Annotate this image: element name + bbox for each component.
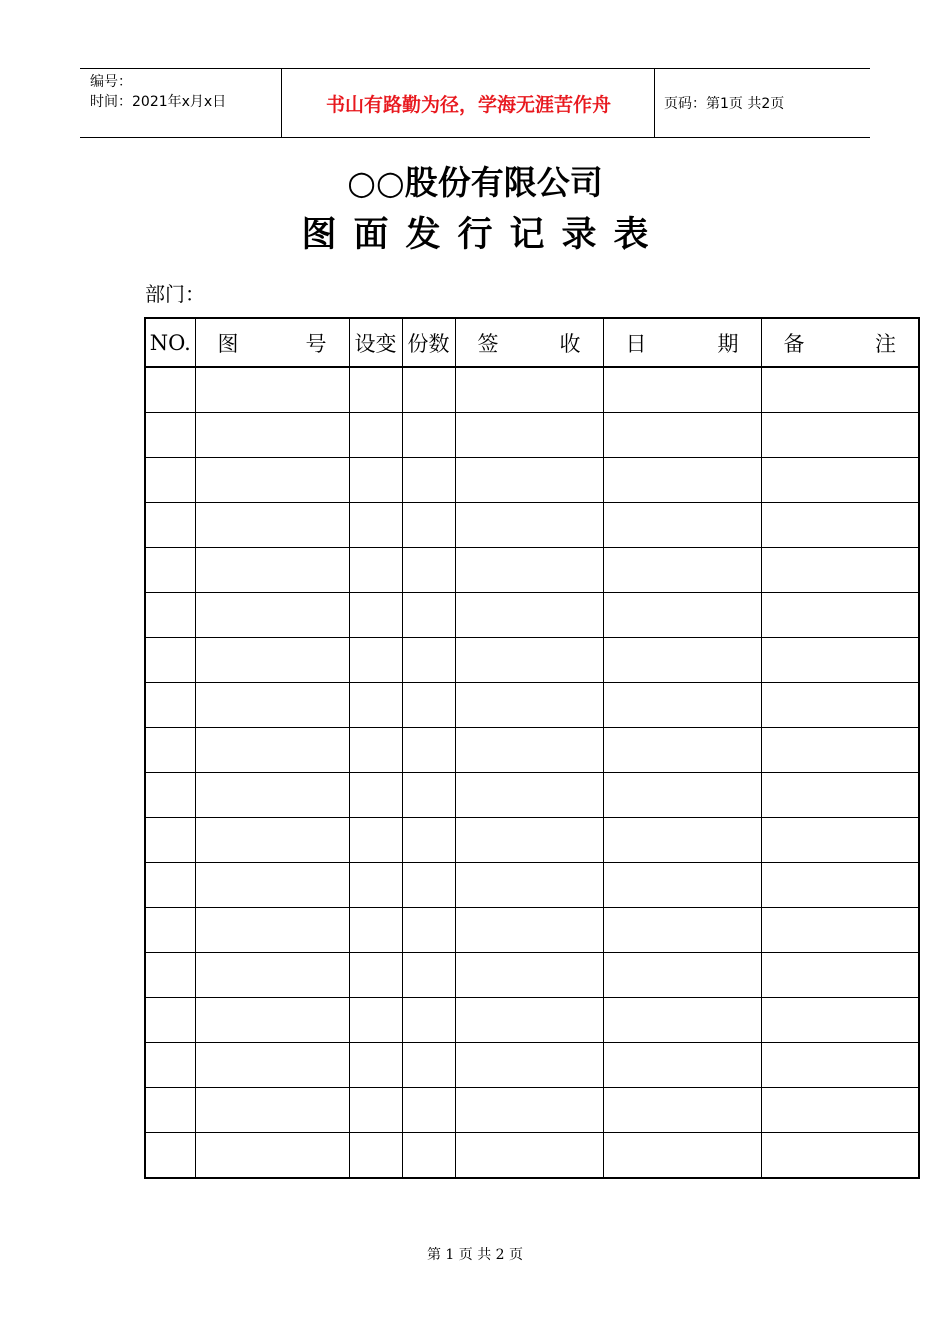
table-cell-revision: [349, 1088, 402, 1133]
table-cell-date: [603, 818, 761, 863]
column-header-text: 期: [717, 331, 739, 356]
table-cell-signature: [455, 818, 603, 863]
column-header-text: 收: [559, 331, 581, 356]
table-cell-signature: [455, 638, 603, 683]
table-cell-signature: [455, 1043, 603, 1088]
header-meta: [90, 72, 226, 112]
table-cell-revision: [349, 593, 402, 638]
table-cell-drawing-no: [195, 773, 349, 818]
table-cell-date: [603, 548, 761, 593]
table-row: [145, 908, 919, 953]
table-cell-revision: [349, 548, 402, 593]
table-cell-date: [603, 413, 761, 458]
header-divider: [654, 69, 655, 137]
column-header-text: 设变: [354, 331, 397, 356]
table-row: [145, 1133, 919, 1179]
table-cell-copies: [402, 773, 455, 818]
column-header-copies: [402, 318, 455, 367]
document-title: 图面发行记录表: [301, 215, 666, 255]
table-header-row: [145, 318, 919, 367]
table-cell-no: [145, 367, 195, 413]
table-body: [145, 367, 919, 1178]
column-header-remarks: [761, 318, 919, 367]
table-cell-remarks: [761, 908, 919, 953]
table-cell-copies: [402, 1088, 455, 1133]
table-cell-revision: [349, 908, 402, 953]
table-cell-signature: [455, 413, 603, 458]
table-cell-signature: [455, 593, 603, 638]
table-cell-no: [145, 593, 195, 638]
table-cell-date: [603, 638, 761, 683]
table-cell-revision: [349, 728, 402, 773]
table-row: [145, 458, 919, 503]
column-header-drawing-no: [195, 318, 349, 367]
table-cell-signature: [455, 1088, 603, 1133]
table-cell-date: [603, 998, 761, 1043]
table-cell-no: [145, 638, 195, 683]
table-cell-signature: [455, 728, 603, 773]
table-cell-drawing-no: [195, 548, 349, 593]
table-cell-revision: [349, 413, 402, 458]
table-cell-date: [603, 683, 761, 728]
column-header-date: [603, 318, 761, 367]
table-cell-copies: [402, 683, 455, 728]
table-row: [145, 367, 919, 413]
table-cell-no: [145, 998, 195, 1043]
table-cell-no: [145, 908, 195, 953]
table-cell-signature: [455, 863, 603, 908]
table-row: [145, 548, 919, 593]
table-cell-drawing-no: [195, 998, 349, 1043]
table-row: [145, 818, 919, 863]
column-header-signature: [455, 318, 603, 367]
table-cell-copies: [402, 863, 455, 908]
table-cell-revision: [349, 458, 402, 503]
table-cell-remarks: [761, 503, 919, 548]
table-cell-remarks: [761, 1043, 919, 1088]
table-cell-revision: [349, 503, 402, 548]
table-cell-date: [603, 458, 761, 503]
column-header-text: 号: [305, 331, 327, 356]
column-header-text: NO.: [149, 330, 191, 355]
table-cell-remarks: [761, 773, 919, 818]
table-row: [145, 1043, 919, 1088]
table-cell-remarks: [761, 638, 919, 683]
table-cell-remarks: [761, 818, 919, 863]
table-cell-remarks: [761, 1133, 919, 1179]
page-footer: 第 1 页 共 2 页: [426, 1247, 524, 1263]
table-cell-drawing-no: [195, 908, 349, 953]
table-cell-date: [603, 1133, 761, 1179]
table-cell-revision: [349, 1043, 402, 1088]
table-cell-no: [145, 1088, 195, 1133]
table-cell-signature: [455, 548, 603, 593]
column-header-no: [145, 318, 195, 367]
table-row: [145, 503, 919, 548]
table-cell-date: [603, 908, 761, 953]
header-page-number: 页码：第1页 共2页: [664, 96, 785, 112]
table-row: [145, 728, 919, 773]
table-cell-no: [145, 548, 195, 593]
table-cell-revision: [349, 953, 402, 998]
table-cell-revision: [349, 863, 402, 908]
table-cell-remarks: [761, 953, 919, 998]
table-cell-copies: [402, 1043, 455, 1088]
column-header-text: 注: [875, 331, 896, 356]
table-cell-no: [145, 458, 195, 503]
table-cell-remarks: [761, 413, 919, 458]
table-cell-remarks: [761, 683, 919, 728]
header-motto: 书山有路勤为径，学海无涯苦作舟: [325, 93, 611, 116]
table-cell-revision: [349, 1133, 402, 1179]
table-cell-drawing-no: [195, 638, 349, 683]
table-cell-drawing-no: [195, 818, 349, 863]
table-cell-signature: [455, 683, 603, 728]
table-cell-copies: [402, 458, 455, 503]
table-cell-drawing-no: [195, 1043, 349, 1088]
drawing-release-table: [144, 317, 920, 1179]
table-cell-drawing-no: [195, 683, 349, 728]
table-cell-revision: [349, 638, 402, 683]
table-cell-copies: [402, 953, 455, 998]
table-cell-copies: [402, 367, 455, 413]
column-header-text: 份数: [407, 331, 450, 356]
table-cell-remarks: [761, 458, 919, 503]
table-cell-date: [603, 953, 761, 998]
table-cell-copies: [402, 638, 455, 683]
document-time: 时间：2021年x月x日: [90, 94, 227, 110]
table-cell-copies: [402, 998, 455, 1043]
table-cell-date: [603, 1088, 761, 1133]
table-cell-drawing-no: [195, 503, 349, 548]
column-header-revision: [349, 318, 402, 367]
table-cell-remarks: [761, 998, 919, 1043]
table-cell-signature: [455, 953, 603, 998]
table-cell-signature: [455, 458, 603, 503]
table-cell-signature: [455, 908, 603, 953]
table-row: [145, 773, 919, 818]
table-cell-remarks: [761, 863, 919, 908]
table-cell-no: [145, 818, 195, 863]
table-cell-no: [145, 863, 195, 908]
table-cell-drawing-no: [195, 1088, 349, 1133]
table-cell-no: [145, 953, 195, 998]
table-cell-date: [603, 773, 761, 818]
document-header: [80, 68, 870, 138]
table-cell-signature: [455, 1133, 603, 1179]
table-cell-no: [145, 773, 195, 818]
table-cell-copies: [402, 818, 455, 863]
company-name: ○○股份有限公司: [347, 163, 603, 202]
table-cell-copies: [402, 593, 455, 638]
table-cell-revision: [349, 683, 402, 728]
table-cell-date: [603, 503, 761, 548]
table-cell-copies: [402, 908, 455, 953]
table-cell-revision: [349, 773, 402, 818]
table-cell-signature: [455, 773, 603, 818]
column-header-text: 签: [477, 331, 499, 356]
table-row: [145, 413, 919, 458]
table-row: [145, 638, 919, 683]
table-cell-copies: [402, 503, 455, 548]
department-label: 部门：: [145, 282, 205, 306]
table-row: [145, 593, 919, 638]
table-cell-remarks: [761, 1088, 919, 1133]
table-cell-drawing-no: [195, 728, 349, 773]
table-cell-drawing-no: [195, 1133, 349, 1179]
table-row: [145, 1088, 919, 1133]
table-cell-date: [603, 863, 761, 908]
table-cell-copies: [402, 548, 455, 593]
table-cell-drawing-no: [195, 458, 349, 503]
table-cell-drawing-no: [195, 367, 349, 413]
table-cell-no: [145, 413, 195, 458]
table-cell-drawing-no: [195, 953, 349, 998]
table-row: [145, 863, 919, 908]
table-cell-copies: [402, 728, 455, 773]
table-cell-no: [145, 1043, 195, 1088]
column-header-text: 图: [217, 331, 239, 356]
table-cell-remarks: [761, 728, 919, 773]
table-cell-remarks: [761, 593, 919, 638]
table-cell-date: [603, 593, 761, 638]
table-cell-no: [145, 683, 195, 728]
table-cell-drawing-no: [195, 593, 349, 638]
table-cell-revision: [349, 367, 402, 413]
table-row: [145, 953, 919, 998]
table-cell-drawing-no: [195, 863, 349, 908]
table-cell-remarks: [761, 367, 919, 413]
table-cell-no: [145, 1133, 195, 1179]
table-cell-drawing-no: [195, 413, 349, 458]
table-cell-revision: [349, 998, 402, 1043]
table-cell-signature: [455, 503, 603, 548]
document-number-label: 编号：: [90, 74, 132, 90]
table-cell-copies: [402, 1133, 455, 1179]
table-cell-no: [145, 728, 195, 773]
table-cell-copies: [402, 413, 455, 458]
table-cell-date: [603, 1043, 761, 1088]
table-cell-no: [145, 503, 195, 548]
table-cell-remarks: [761, 548, 919, 593]
table-cell-date: [603, 728, 761, 773]
table-row: [145, 683, 919, 728]
column-header-text: 备: [783, 331, 805, 356]
table-cell-date: [603, 367, 761, 413]
table-cell-signature: [455, 367, 603, 413]
table-cell-revision: [349, 818, 402, 863]
table-cell-signature: [455, 998, 603, 1043]
column-header-text: 日: [625, 331, 647, 356]
table-row: [145, 998, 919, 1043]
